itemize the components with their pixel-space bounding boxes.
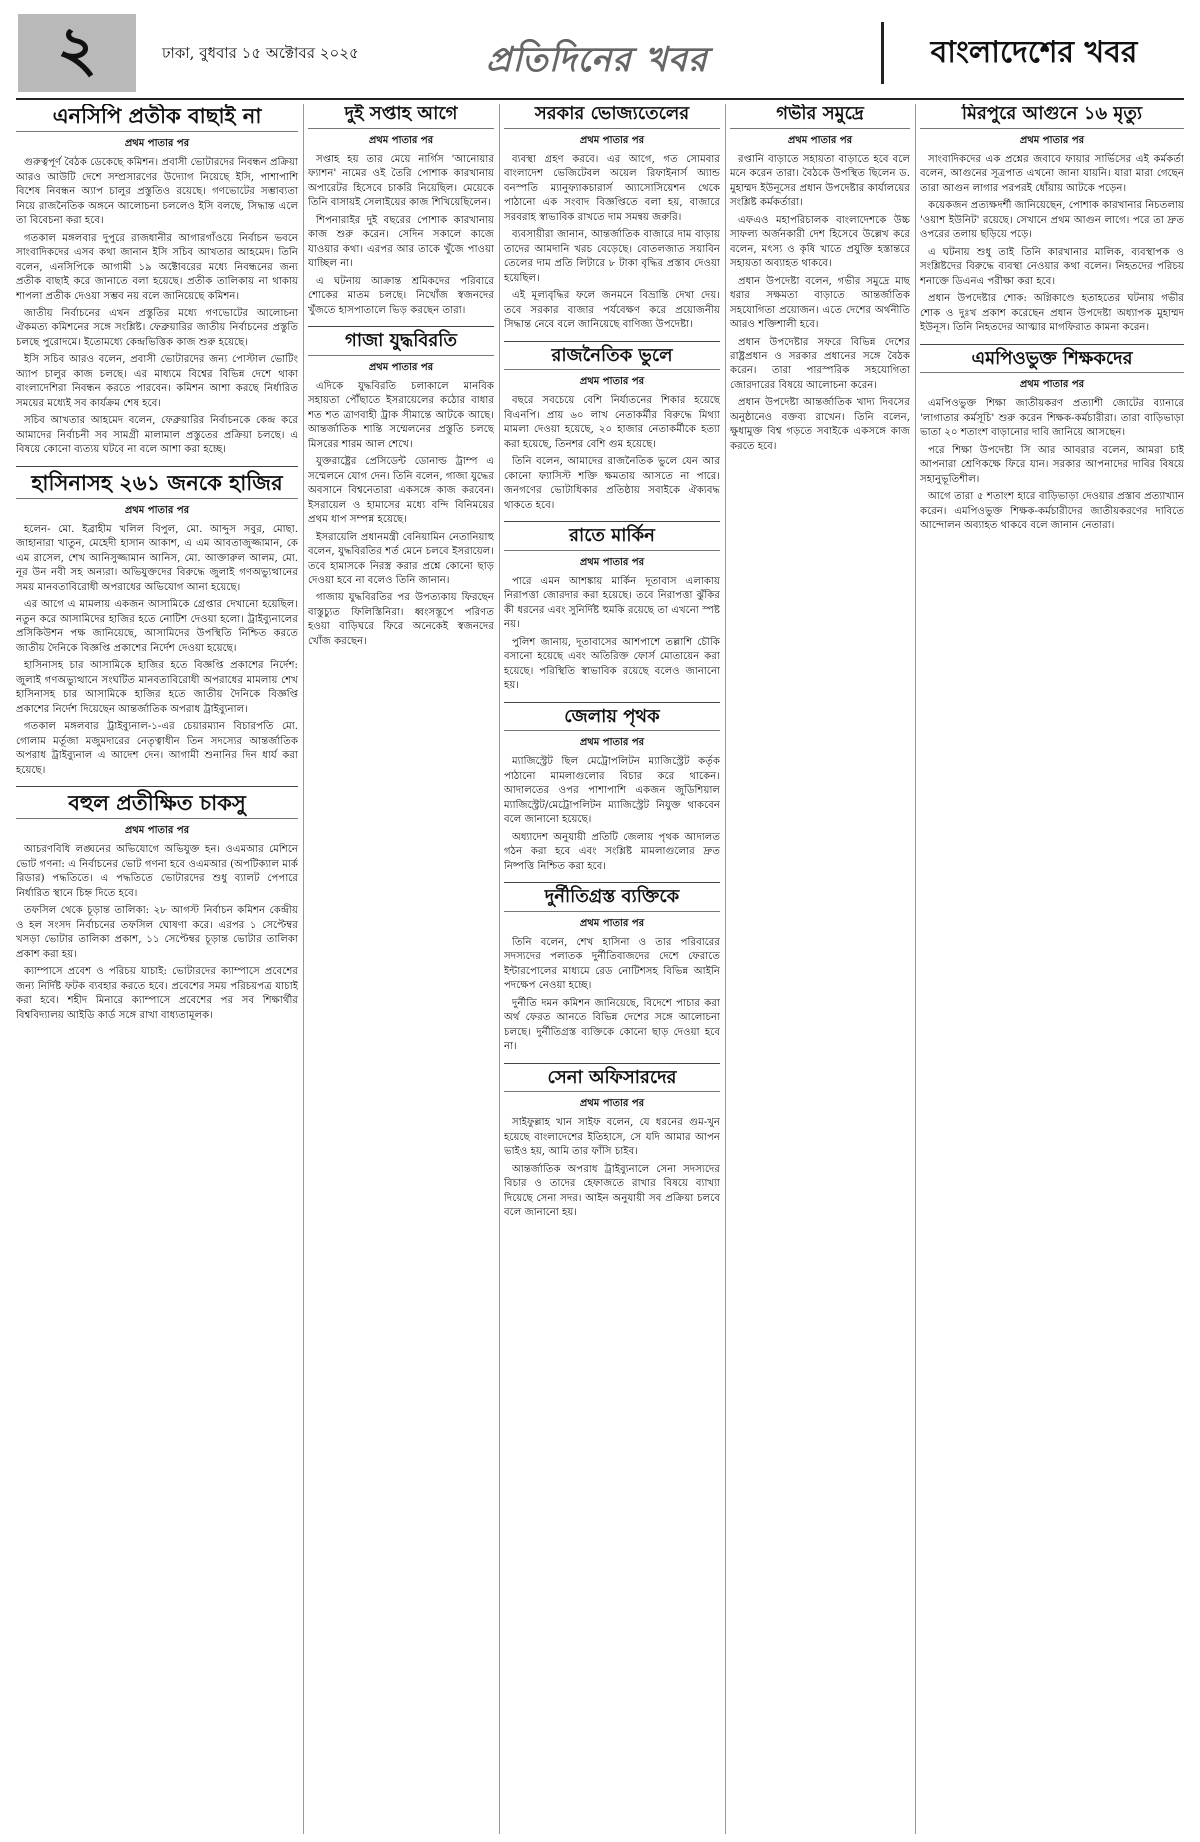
masthead (16, 12, 1184, 100)
paragraph: অধ্যাদেশ অনুযায়ী প্রতিটি জেলায় পৃথক আদালত গঠন করা হবে এবং সংশ্লিষ্ট মামলাগুলোর দ্রুত নিষ্পত্তি নিশ্চিত করা হবে। (504, 831, 720, 872)
paragraph: ব্যবসায়ীরা জানান, আন্তর্জাতিক বাজারে দাম বাড়ায় তাদের আমদানি খরচ বেড়েছে। বোতলজাত সয়াবিন তেলের দাম প্রতি লিটারে ৮ টাকা বৃদ্ধির প্রস্তাব দেওয়া হয়েছিল। (504, 229, 720, 284)
story-body (308, 153, 494, 318)
paragraph: পুলিশ জানায়, দূতাবাসের আশপাশে তল্লাশি চৌকি বসানো হয়েছে এবং অতিরিক্ত ফোর্স মোতায়েন করা হয়েছে। পরিস্থিতি স্বাভাবিক রয়েছে বলেও জানানো হয়। (504, 636, 720, 692)
column-4 (730, 104, 910, 1834)
paragraph: জাতীয় নির্বাচনের এখন প্রস্তুতির মধ্যে গণভোটের আলোচনা ঐকমত্য কমিশনের সঙ্গে সংশ্লিষ্ট। ফেব্রুয়ারির জাতীয় নির্বাচনের প্রস্তুতি চলছে পুরোদমে। ইতোমধ্যে কেন্দ্রভিত্তিক কাজ শুরু হয়েছে। (16, 307, 298, 348)
story-corrupt (504, 882, 720, 1055)
story-body (504, 755, 720, 874)
story-body (308, 380, 494, 650)
column-divider (499, 104, 500, 1834)
column-divider (725, 104, 726, 1834)
paragraph: কয়েকজন প্রত্যক্ষদর্শী জানিয়েছেন, পোশাক কারখানার নিচতলায় 'ওয়াশ ইউনিট' রয়েছে। সেখানে প্রথম আগুন লাগে। পরে তা দ্রুত ওপরের তলায় ছড়িয়ে পড়ে। (920, 200, 1184, 241)
story-body (16, 843, 298, 1023)
paragraph: এই মূল্যবৃদ্ধির ফলে জনমনে বিভ্রান্তি দেখা দেয়। তবে সরকার বাজার পর্যবেক্ষণ করে প্রয়োজনীয় সিদ্ধান্ত নেবে বলে জানিয়েছে বাণিজ্য উপদেষ্টা। (504, 290, 720, 331)
jump-label: প্রথম পাতার পর (368, 134, 434, 146)
story-headline: সেনা অফিসারদের (504, 1068, 720, 1093)
paragraph: গাজায় যুদ্ধবিরতির পর উপত্যকায় ফিরছেন বাস্তুচ্যুত ফিলিস্তিনিরা। ধ্বংসস্তূপে পরিণত হওয়া বাড়িঘরে ফিরে অনেকেই স্বজনদের খোঁজ করছেন। (308, 592, 494, 647)
story-two-weeks (308, 104, 494, 318)
jump-label: প্রথম পাতার পর (579, 1098, 645, 1110)
jump-label: প্রথম পাতার পর (579, 376, 645, 388)
paragraph: সচিব আখতার আহমেদ বলেন, ফেব্রুয়ারির নির্বাচনকে কেন্দ্র করে আমাদের নির্বাচনী সব সামগ্রী মালামাল প্রস্তুতের প্রক্রিয়া চলছে। এ বিষয়ে কোনো ব্যত্যয় ঘটবে না বলে আশা করা হচ্ছে। (16, 415, 298, 456)
paragraph: যুক্তরাষ্ট্রের প্রেসিডেন্ট ডোনাল্ড ট্রাম্প এ সম্মেলনে যোগ দেন। তিনি বলেন, গাজা যুদ্ধের অবসানে বিশ্বনেতারা একসঙ্গে কাজ করবেন। ইসরায়েল ও হামাসের মধ্যে বন্দি বিনিময়ের প্রথম ধাপ সম্পন্ন হয়েছে। (308, 456, 494, 526)
paragraph: পারে এমন আশঙ্কায় মার্কিন দূতাবাস এলাকায় নিরাপত্তা জোরদার করা হয়েছে। তবে নিরাপত্তা ঝুঁকির কী ধরনের এবং সুনির্দিষ্ট হুমকি রয়েছে তা এখনো স্পষ্ট নয়। (504, 575, 720, 631)
article-columns (16, 104, 1184, 1834)
story-politics (504, 341, 720, 514)
page-number: ২ (18, 14, 136, 92)
story-body (920, 153, 1184, 336)
story-body (504, 936, 720, 1055)
paragraph: তিনি বলেন, আমাদের রাজনৈতিক ভুলে যেন আর কোনো ফ্যাসিস্ট শক্তি ক্ষমতায় আসতে না পারে। জনগণের ভোটাধিকার প্রতিষ্ঠায় সবাইকে ঐক্যবদ্ধ থাকতে হবে। (504, 456, 720, 511)
paragraph: আন্তর্জাতিক অপরাধ ট্রাইব্যুনালে সেনা সদস্যদের বিচার ও তাদের হেফাজতে রাখার বিষয়ে ব্যাখ্যা দিয়েছে সেনা সদর। আইন অনুযায়ী সব প্রক্রিয়া চলবে বলে জানানো হয়। (504, 1163, 720, 1219)
story-body (730, 153, 910, 455)
paragraph: এমপিওভুক্ত শিক্ষা জাতীয়করণ প্রত্যাশী জোটের ব্যানারে 'লাগাতার কর্মসূচি' শুরু করেন শিক্ষক-কর্মচারীরা। তারা বাড়িভাড়া ভাতা ২০ শতাংশ বাড়ানোর দাবি জানিয়ে আসছেন। (920, 398, 1184, 439)
story-headline: এনসিপি প্রতীক বাছাই না (16, 104, 298, 132)
paragraph: ইসরায়েলি প্রধানমন্ত্রী বেনিয়ামিন নেতানিয়াহু বলেন, যুদ্ধবিরতির শর্ত মেনে চলবে ইসরায়েল। তবে হামাসকে নিরস্ত্র করার প্রশ্নে কোনো ছাড় দেওয়া হবে না বলেও তিনি জানান। (308, 531, 494, 586)
jump-label: প্রথম পাতার পর (579, 917, 645, 929)
jump-label: প্রথম পাতার পর (1019, 134, 1085, 146)
story-body (504, 153, 720, 333)
jump-label: প্রথম পাতার পর (124, 138, 190, 150)
paragraph: সাইফুল্লাহ খান সাইফ বলেন, যে ধরনের গুম-খুন হয়েছে বাংলাদেশের ইতিহাসে, সে যদি আমার আপন ভাইও হয়, আমি তার ফাঁসি চাইব। (504, 1117, 720, 1158)
story-body (504, 1116, 720, 1220)
jump-label: প্রথম পাতার পর (787, 134, 853, 146)
publication-title: প্রতিদিনের খবর (486, 40, 708, 80)
paragraph: ম্যাজিস্ট্রেট ছিল মেট্রোপলিটন ম্যাজিস্ট্রেট কর্তৃক পাঠানো মামলাগুলোর বিচার করে থাকেন। আদালতের ওপর পাশাপাশি একজন জুডিশিয়াল ম্যাজিস্ট্রেট/মেট্রোপলিটন ম্যাজিস্ট্রেট নিযুক্ত থাকবেন বলে জানানো হয়েছে। (504, 756, 720, 826)
paragraph: ইসি সচিব আরও বলেন, প্রবাসী ভোটারদের জন্য পোস্টাল ভোটিং অ্যাপ চালুর কাজ চলছে। এর মাধ্যমে বিশ্বের বিভিন্ন দেশে থাকা বাংলাদেশিরা নিবন্ধন করতে পারবেন। কমিশন আশা করছে নির্ধারিত সময়ের মধ্যেই সব কার্যক্রম শেষ হবে। (16, 354, 298, 409)
story-gaza (308, 326, 494, 649)
column-3 (504, 104, 720, 1834)
paragraph: তিনি বলেন, শেখ হাসিনা ও তার পরিবারের সদস্যদের পলাতক দুর্নীতিবাজদের দেশে ফেরাতে ইন্টারপোলের মাধ্যমে রেড নোটিশসহ বিভিন্ন আইনি পদক্ষেপ নেওয়া হচ্ছে। (504, 936, 720, 992)
story-body (16, 156, 298, 458)
paragraph: এফএও মহাপরিচালক বাংলাদেশকে উচ্চ সাফল্য অর্জনকারী দেশ হিসেবে উল্লেখ করে বলেন, মৎস্য ও কৃষি খাতে প্রযুক্তি হস্তান্তরে সহায়তা অব্যাহত থাকবে। (730, 214, 910, 270)
paragraph: এদিকে যুদ্ধবিরতি চলাকালে মানবিক সহায়তা পৌঁছাতে ইসরায়েলের কঠোর বাধার শত শত ত্রাণবাহী ট্রাক সীমান্তে আটকে আছে। আন্তর্জাতিক শান্তি সম্মেলনের প্রস্তুতি চলছে মিসরের শারম আল শেখে। (308, 380, 494, 450)
story-army (504, 1063, 720, 1221)
jump-label: প্রথম পাতার পর (579, 134, 645, 146)
story-mirpur (920, 104, 1184, 336)
story-headline: মিরপুরে আগুনে ১৬ মৃত্যু (920, 104, 1184, 129)
story-body (504, 394, 720, 513)
column-divider (915, 104, 916, 1834)
paragraph: এ ঘটনায় শুধু তাই তিনি কারখানার মালিক, ব্যবস্থাপক ও সংশ্লিষ্টদের বিরুদ্ধে ব্যবস্থা নেওয়ার কথা বলেন। নিহতদের পরিচয় শনাক্তে ডিএনএ পরীক্ষা করা হবে। (920, 246, 1184, 287)
story-hasina (16, 466, 298, 778)
paragraph: রপ্তানি বাড়াতে সহায়তা বাড়াতে হবে বলে মনে করেন তারা। বৈঠকে উপস্থিত ছিলেন ড. মুহাম্মদ ইউনূসের প্রধান উপদেষ্টার কার্যালয়ের সংশ্লিষ্ট কর্মকর্তারা। (730, 153, 910, 209)
paragraph: আচরণবিধি লঙ্ঘনের অভিযোগে অভিযুক্ত হন। ওএমআর মেশিনে ভোট গণনা: এ নির্বাচনের ভোট গণনা হবে ওএমআর (অপটিক্যাল মার্ক রিডার) পদ্ধতিতে। এ পদ্ধতিতে ভোটারদের শুধু ব্যালট পেপারে নির্ধারিত স্থানে চিহ্ন দিতে হবে। (16, 844, 298, 899)
jump-label: প্রথম পাতার পর (124, 504, 190, 516)
story-oil (504, 104, 720, 333)
paragraph: প্রধান উপদেষ্টার শোক: অগ্নিকাণ্ডে হতাহতের ঘটনায় গভীর শোক ও দুঃখ প্রকাশ করেছেন প্রধান উপদেষ্টা অধ্যাপক মুহাম্মদ ইউনূস। তিনি নিহতদের আত্মার মাগফিরাত কামনা করেন। (920, 293, 1184, 334)
paragraph: এ ঘটনায় আক্রান্ত শ্রমিকদের পরিবারে শোকের মাতম চলছে। নিখোঁজ স্বজনদের খুঁজতে হাসপাতালে ভিড় করছেন তারা। (308, 275, 494, 316)
paragraph: ক্যাম্পাসে প্রবেশ ও পরিচয় যাচাই: ভোটারদের ক্যাম্পাসে প্রবেশের জন্য নির্দিষ্ট ফটক ব্যবহার করতে হবে। প্রবেশের সময় পরিচয়পত্র যাচাই করা হবে। শহীদ মিনারে ক্যাম্পাসে প্রবেশের পর সব শিক্ষার্থীর বিশ্ববিদ্যালয় আইডি কার্ড সঙ্গে রাখা বাধ্যতামূলক। (16, 966, 298, 1021)
dateline: ঢাকা, বুধবার ১৫ অক্টোবর ২০২৫ (162, 44, 359, 62)
story-deep-sea (730, 104, 910, 454)
section-title: বাংলাদেশের খবর (881, 22, 1184, 84)
story-headline: দুই সপ্তাহ আগে (308, 104, 494, 129)
paragraph: পরে শিক্ষা উপদেষ্টা সি আর আবরার বলেন, আমরা চাই আপনারা শ্রেণিকক্ষে ফিরে যান। সরকার আপনাদের দাবির বিষয়ে সহানুভূতিশীল। (920, 444, 1184, 485)
jump-label: প্রথম পাতার পর (579, 737, 645, 749)
story-headline: দুর্নীতিগ্রস্ত ব্যক্তিকে (504, 887, 720, 912)
story-headline: হাসিনাসহ ২৬১ জনকে হাজির (16, 471, 298, 499)
paragraph: সাংবাদিকদের এক প্রশ্নের জবাবে ফায়ার সার্ভিসের এই কর্মকর্তা বলেন, আগুনের সূত্রপাত এখনো জানা যায়নি। যারা মারা গেছেন তারা আগুন লাগার পরপরই ধোঁয়ায় আটকে পড়েন। (920, 153, 1184, 194)
paragraph: হলেন- মো. ইব্রাহীম খলিল বিপুল, মো. আব্দুস সবুর, মোছা. জাহানারা খাতুন, মেহেদী হাসান আকাশ, এ এম আবতাজুজ্জামান, কে এম রাসেল, শেখ আনিসুজ্জামান আনিস, মো. আক্তারুল আলম, মো. নূর উন নবী সহ অন্যরা। অভিযুক্তদের বিরুদ্ধে জুলাই গণঅভ্যুত্থানের সময় মানবতাবিরোধী অপরাধের অভিযোগ আনা হয়েছে। (16, 523, 298, 593)
story-ncp (16, 104, 298, 458)
story-night-market (504, 521, 720, 694)
column-divider (303, 104, 304, 1834)
story-body (920, 397, 1184, 533)
story-headline: রাজনৈতিক ভুলে (504, 346, 720, 371)
jump-label: প্রথম পাতার পর (1019, 379, 1085, 391)
paragraph: গতকাল মঙ্গলবার ট্রাইব্যুনাল-১-এর চেয়ারম্যান বিচারপতি মো. গোলাম মর্তূজা মজুমদারের নেতৃত্বাধীন তিন সদস্যের আন্তর্জাতিক অপরাধ ট্রাইব্যুনাল এ আদেশ দেন। আগামী শুনানির দিন ধার্য করা হয়েছে। (16, 721, 298, 776)
paragraph: এর আগে এ মামলায় একজন আসামিকে গ্রেপ্তার দেখানো হয়েছিল। নতুন করে আসামিদের হাজির হতে নোটিশ দেওয়া হলো। ট্রাইব্যুনালের প্রসিকিউশন পক্ষ জানিয়েছে, আসামিদের উপস্থিতি নিশ্চিত করতে জাতীয় দৈনিকে বিজ্ঞপ্তি প্রকাশের নির্দেশ দেওয়া হয়েছে। (16, 599, 298, 654)
story-body (504, 575, 720, 694)
paragraph: হাসিনাসহ চার আসামিকে হাজির হতে বিজ্ঞপ্তি প্রকাশের নির্দেশ: জুলাই গণঅভ্যুত্থানে সংঘটিত মানবতাবিরোধী অপরাধের মামলায় শেখ হাসিনাসহ চার আসামিকে হাজির হতে জাতীয় দৈনিকে বিজ্ঞপ্তি প্রকাশের নির্দেশ দিয়েছেন আন্তর্জাতিক অপরাধ ট্রাইব্যুনাল। (16, 660, 298, 715)
paragraph: ব্যবস্থা গ্রহণ করবে। এর আগে, গত সোমবার বাংলাদেশ ভেজিটেবল অয়েল রিফাইনার্স অ্যান্ড বনস্পতি ম্যানুফ্যাকচারার্স অ্যাসোসিয়েশন থেকে পাঠানো এক সংবাদ বিজ্ঞপ্তিতে বলা হয়, বাজারে সরবরাহ স্বাভাবিক রাখতে দাম সমন্বয় জরুরি। (504, 153, 720, 223)
story-headline: গাজা যুদ্ধবিরতি (308, 331, 494, 356)
paragraph: প্রধান উপদেষ্টা আন্তর্জাতিক খাদ্য দিবসের অনুষ্ঠানেও বক্তব্য রাখেন। তিনি বলেন, ক্ষুধামুক্ত বিশ্ব গড়তে সবাইকে একসঙ্গে কাজ করতে হবে। (730, 397, 910, 452)
paragraph: সপ্তাহ হয় তার মেয়ে নার্গিস 'আনোয়ার ফ্যাশন' নামের ওই তৈরি পোশাক কারখানায় অপারেটর হিসেবে চাকরি নিয়েছিল। মেয়েকে তিনি বাসায়ই সেলাইয়ের কাজ শিখিয়েছিলেন। (308, 153, 494, 209)
paragraph: তফসিল থেকে চূড়ান্ত তালিকা: ২৮ আগস্ট নির্বাচন কমিশন কেন্দ্রীয় ও হল সংসদ নির্বাচনের তফসিল ঘোষণা করে। এরপর ১ সেপ্টেম্বর খসড়া ভোটার তালিকা প্রকাশ, ১১ সেপ্টেম্বর চূড়ান্ত ভোটার তালিকা প্রকাশ করা হয়। (16, 905, 298, 960)
paragraph: আগে তারা ৫ শতাংশ হারে বাড়িভাড়া দেওয়ার প্রস্তাব প্রত্যাখ্যান করেন। এমপিওভুক্ত শিক্ষক-কর্মচারীদের জাতীয়করণের দাবিতে আন্দোলন অব্যাহত থাকবে বলে জানান নেতারা। (920, 491, 1184, 532)
paragraph: বছরে সবচেয়ে বেশি নির্যাতনের শিকার হয়েছে বিএনপি। প্রায় ৬০ লাখ নেতাকর্মীর বিরুদ্ধে মিথ্যা মামলা দেওয়া হয়েছে, ২০ হাজার নেতাকর্মীকে হত্যা করা হয়েছে, তিনশর বেশি গুম হয়েছে। (504, 395, 720, 450)
column-1 (16, 104, 298, 1834)
paragraph: প্রধান উপদেষ্টার সফরে বিভিন্ন দেশের রাষ্ট্রপ্রধান ও সরকার প্রধানের সঙ্গে বৈঠক করেন। তারা পারস্পরিক সহযোগিতা জোরদারের বিষয়ে আলোচনা করেন। (730, 336, 910, 391)
jump-label: প্রথম পাতার পর (368, 361, 434, 373)
story-headline: এমপিওভুক্ত শিক্ষকদের (920, 349, 1184, 374)
story-headline: সরকার ভোজ্যতেলের (504, 104, 720, 129)
story-headline: গভীর সমুদ্রে (730, 104, 910, 129)
story-district (504, 702, 720, 875)
story-headline: বহুল প্রতীক্ষিত চাকসু (16, 791, 298, 819)
story-headline: রাতে মার্কিন (504, 526, 720, 551)
paragraph: প্রধান উপদেষ্টা বলেন, গভীর সমুদ্রে মাছ ধরার সক্ষমতা বাড়াতে আন্তর্জাতিক সহযোগিতা প্রয়োজন। এতে দেশের অর্থনীতি আরও শক্তিশালী হবে। (730, 275, 910, 331)
story-chaksu (16, 786, 298, 1023)
story-body (16, 523, 298, 778)
paragraph: গতকাল মঙ্গলবার দুপুরে রাজধানীর আগারগাঁওয়ে নির্বাচন ভবনে সাংবাদিকদের এসব কথা জানান ইসি সচিব আখতার আহমেদ। তিনি বলেন, এনসিপিকে আগামী ১৯ অক্টোবরের মধ্যে নিবন্ধনের জন্য প্রতীক বাছাই করে জানাতে বলা হয়েছে। প্রতীক তালিকায় না থাকায় শাপলা প্রতীক দেওয়া সম্ভব নয় বলে জানিয়েছে কমিশন। (16, 232, 298, 302)
paragraph: গুরুত্বপূর্ণ বৈঠক ডেকেছে কমিশন। প্রবাসী ভোটারদের নিবন্ধন প্রক্রিয়া আরও আউটি দেশে সম্প্রসারণের উদ্যোগ নিয়েছে ইসি, পাশাপাশি বিশেষ নিবন্ধন অ্যাপ চালুর প্রস্তুতিও রয়েছে। গণভোটের সম্ভাব্যতা নিয়ে রাজনৈতিক অঙ্গনে আলোচনা চললেও ইসি বলছে, সিদ্ধান্ত এলে তা বিবেচনা করা হবে। (16, 157, 298, 227)
paragraph: শিপনারাইর দুই বছরের পোশাক কারখানায় কাজ শুরু করেন। সেদিন সকালে কাজে যাওয়ার কথা। এরপর আর তাকে খুঁজে পাওয়া যাচ্ছিল না। (308, 214, 494, 270)
jump-label: প্রথম পাতার পর (579, 556, 645, 568)
jump-label: প্রথম পাতার পর (124, 825, 190, 837)
story-mpo (920, 344, 1184, 534)
column-5 (920, 104, 1184, 1834)
column-2 (308, 104, 494, 1834)
paragraph: দুর্নীতি দমন কমিশন জানিয়েছে, বিদেশে পাচার করা অর্থ ফেরত আনতে বিভিন্ন দেশের সঙ্গে আলোচনা চলছে। দুর্নীতিগ্রস্ত ব্যক্তিকে কোনো ছাড় দেওয়া হবে না। (504, 997, 720, 1053)
story-headline: জেলায় পৃথক (504, 707, 720, 732)
